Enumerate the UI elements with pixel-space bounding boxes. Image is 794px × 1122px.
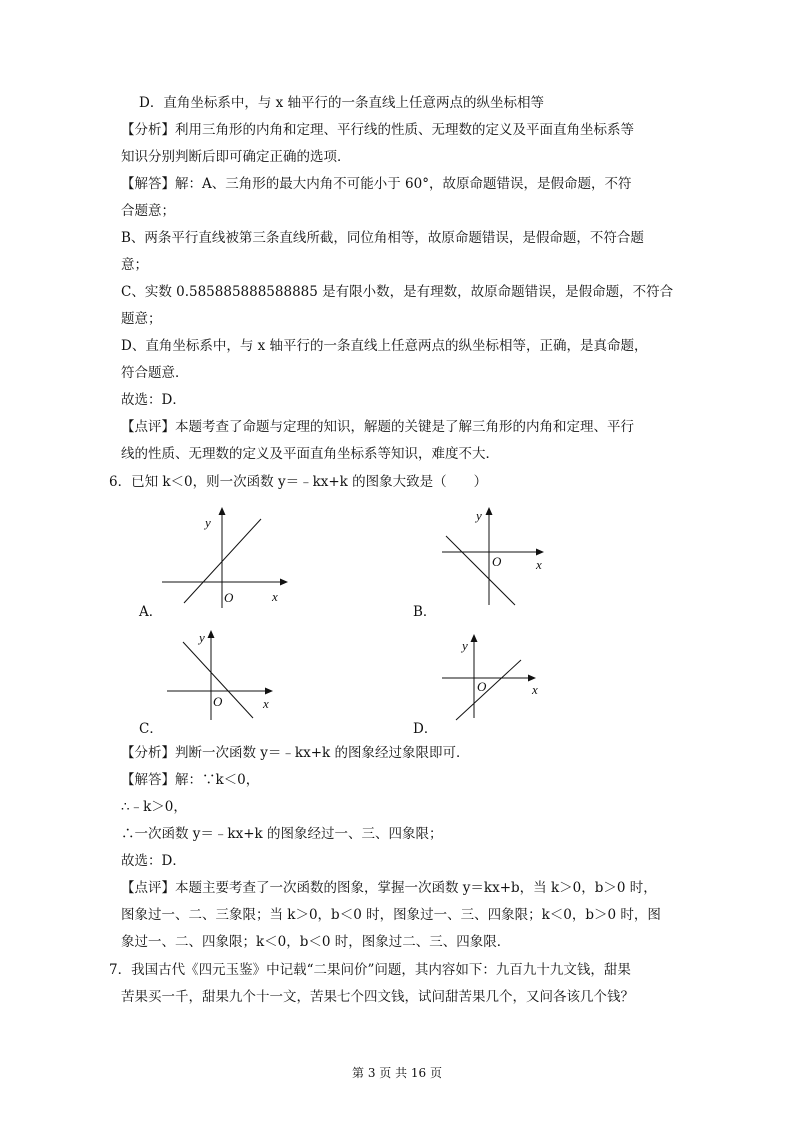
- option-b-label: B．: [413, 604, 437, 620]
- text-line: ∴﹣k＞0，: [121, 799, 187, 815]
- text-line: 题意；: [121, 311, 162, 327]
- x-axis-label: x: [272, 589, 278, 604]
- graph-a: [160, 505, 290, 610]
- graph-c: [165, 628, 285, 723]
- x-axis-label: x: [263, 696, 269, 711]
- origin-label: O: [492, 554, 502, 569]
- origin-label: O: [224, 590, 234, 605]
- option-d-label: D．: [413, 721, 438, 737]
- text-line: C、实数 0.585885888588885 是有限小数，是有理数，故原命题错误，是假命题，不符合: [121, 284, 674, 300]
- text-line: D．直角坐标系中，与 x 轴平行的一条直线上任意两点的纵坐标相等: [139, 95, 545, 111]
- text-line: 线的性质、无理数的定义及平面直角坐标系等知识，难度不大．: [121, 446, 499, 462]
- text-line: ∴一次函数 y＝﹣kx+k 的图象经过一、三、四象限；: [121, 826, 443, 842]
- origin-label: O: [477, 679, 487, 694]
- text-line: 符合题意．: [121, 365, 189, 381]
- question-7: 7．我国古代《四元玉鉴》中记载“二果问价”问题，其内容如下：九百九十九文钱，甜果: [109, 962, 631, 978]
- y-axis-label: y: [462, 638, 468, 653]
- y-axis-label: y: [205, 515, 211, 530]
- text-line: 苦果买一千，甜果九个十一文，苦果七个四文钱，试问甜苦果几个，又问各该几个钱？: [121, 989, 634, 1005]
- text-line: 【分析】利用三角形的内角和定理、平行线的性质、无理数的定义及平面直角坐标系等: [121, 122, 634, 138]
- text-line: 故选：D．: [121, 392, 186, 408]
- text-line: 知识分别判断后即可确定正确的选项．: [121, 149, 351, 165]
- text-line: 【分析】判断一次函数 y＝﹣kx+k 的图象经过象限即可．: [121, 745, 470, 761]
- x-axis-label: x: [532, 682, 538, 697]
- text-line: 故选：D．: [121, 853, 186, 869]
- origin-label: O: [213, 694, 223, 709]
- page-footer: 第 3 页 共 16 页: [352, 1066, 442, 1080]
- y-axis-label: y: [199, 630, 205, 645]
- text-line: 【解答】解：∵k＜0，: [121, 772, 260, 788]
- text-line: D、直角坐标系中，与 x 轴平行的一条直线上任意两点的纵坐标相等，正确，是真命题，: [121, 338, 648, 354]
- text-line: 【点评】本题考查了命题与定理的知识，解题的关键是了解三角形的内角和定理、平行: [121, 419, 634, 435]
- option-a-label: A．: [139, 604, 163, 620]
- text-line: 【解答】解：A、三角形的最大内角不可能小于 60°，故原命题错误，是假命题，不符: [121, 176, 632, 192]
- question-6: 6．已知 k＜0，则一次函数 y＝﹣kx+k 的图象大致是（ ）: [109, 474, 488, 490]
- text-line: 意；: [121, 257, 148, 273]
- graph-d: [440, 632, 550, 724]
- x-axis-label: x: [536, 557, 542, 572]
- option-c-label: C．: [139, 721, 163, 737]
- graph-b: [440, 505, 560, 610]
- y-axis-label: y: [476, 508, 482, 523]
- text-line: 合题意；: [121, 203, 175, 219]
- text-line: 图象过一、二、三象限；当 k＞0，b＜0 时，图象过一、三、四象限；k＜0，b＞0 时，图: [121, 907, 661, 923]
- text-line: B、两条平行直线被第三条直线所截，同位角相等，故原命题错误，是假命题，不符合题: [121, 230, 644, 246]
- text-line: 象过一、二、四象限；k＜0，b＜0 时，图象过二、三、四象限．: [121, 934, 511, 950]
- text-line: 【点评】本题主要考查了一次函数的图象，掌握一次函数 y＝kx+b，当 k＞0，b＞0 时，: [121, 880, 657, 896]
